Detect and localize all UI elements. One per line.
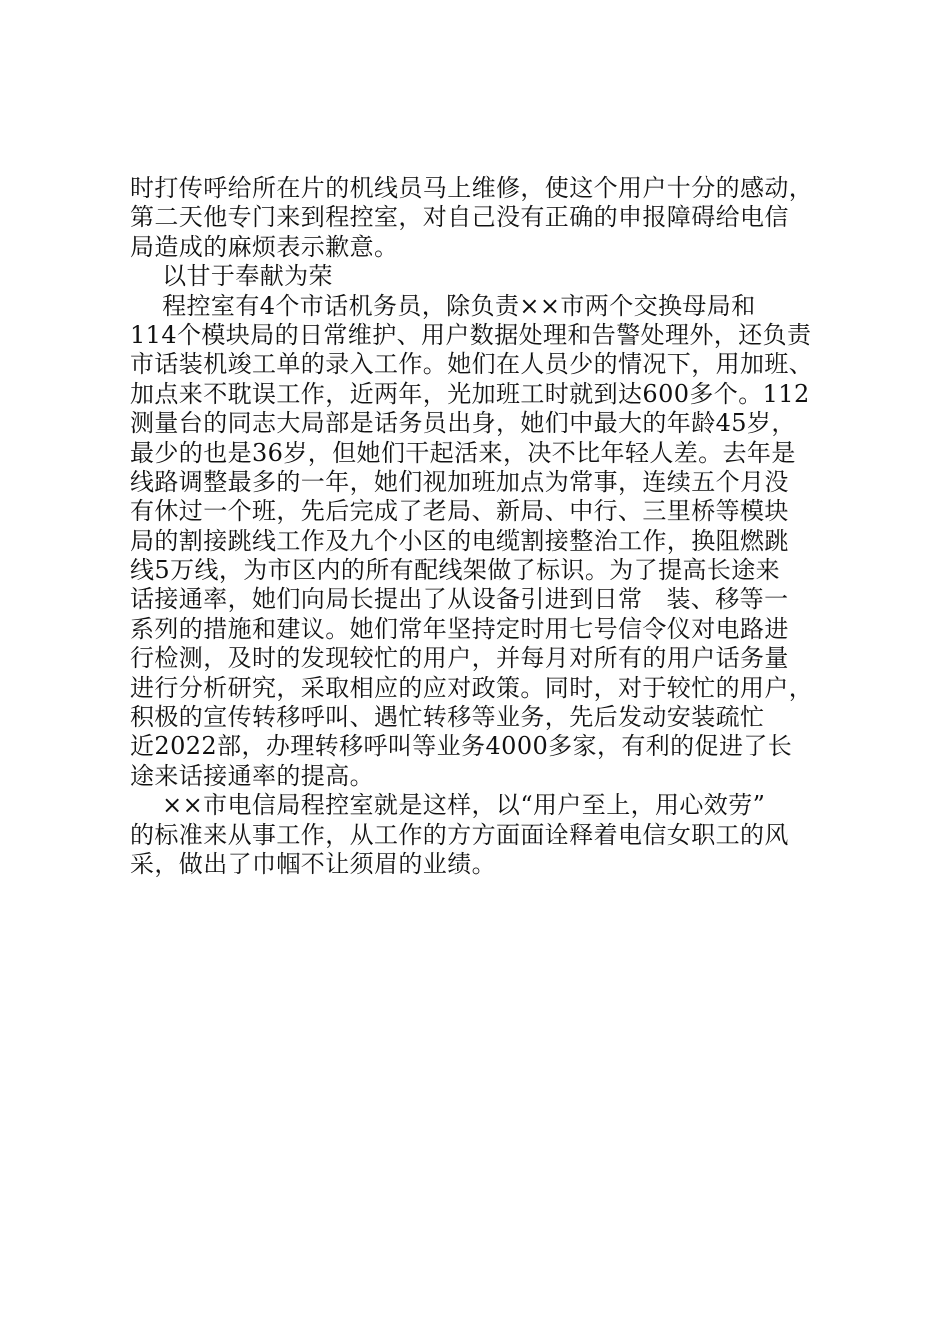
- text-line: 市话装机竣工单的录入工作。她们在人员少的情况下，用加班、: [130, 350, 814, 379]
- text-line: 进行分析研究，采取相应的应对政策。同时，对于较忙的用户，: [130, 673, 814, 702]
- text-line: 测量台的同志大局部是话务员出身，她们中最大的年龄45岁，: [130, 409, 796, 438]
- text-line: 最少的也是36岁，但她们干起活来，决不比年轻人差。去年是: [130, 438, 796, 467]
- text-line: 积极的宣传转移呼叫、遇忙转移等业务，先后发动安装疏忙: [130, 703, 765, 732]
- text-line: 系列的措施和建议。她们常年坚持定时用七号信令仪对电路进: [130, 614, 789, 643]
- text-line: 采，做出了巾帼不让须眉的业绩。: [130, 849, 496, 878]
- text-line: 的标准来从事工作，从工作的方方面面诠释着电信女职工的风: [130, 820, 789, 849]
- text-line: 线路调整最多的一年，她们视加班加点为常事，连续五个月没: [130, 467, 789, 496]
- body-text: [130, 174, 830, 879]
- text-line: 114个模块局的日常维护、用户数据处理和告警处理外，还负责: [130, 320, 812, 349]
- text-line: 话接通率，她们向局长提出了从设备引进到日常 装、移等一: [130, 585, 789, 614]
- text-line: 程控室有4个市话机务员，除负责××市两个交换母局和: [130, 291, 756, 320]
- text-line: 行检测，及时的发现较忙的用户，并每月对所有的用户话务量: [130, 644, 789, 673]
- text-line: 加点来不耽误工作，近两年，光加班工时就到达600多个。112: [130, 379, 810, 408]
- text-line: 局造成的麻烦表示歉意。: [130, 232, 399, 261]
- text-line: 线5万线，为市区内的所有配线架做了标识。为了提高长途来: [130, 556, 781, 585]
- text-line: 时打传呼给所在片的机线员马上维修，使这个用户十分的感动，: [130, 174, 814, 202]
- text-line: 第二天他专门来到程控室，对自己没有正确的申报障碍给电信: [130, 203, 789, 232]
- text-line: ××市电信局程控室就是这样，以“用户至上，用心效劳”: [130, 791, 766, 820]
- section-heading: 以甘于奉献为荣: [130, 262, 333, 291]
- text-line: 局的割接跳线工作及九个小区的电缆割接整治工作，换阻燃跳: [130, 526, 789, 555]
- text-line: 近2022部，办理转移呼叫等业务4000多家，有利的促进了长: [130, 732, 793, 761]
- text-line: 有休过一个班，先后完成了老局、新局、中行、三里桥等模块: [130, 497, 789, 526]
- text-line: 途来话接通率的提高。: [130, 761, 374, 790]
